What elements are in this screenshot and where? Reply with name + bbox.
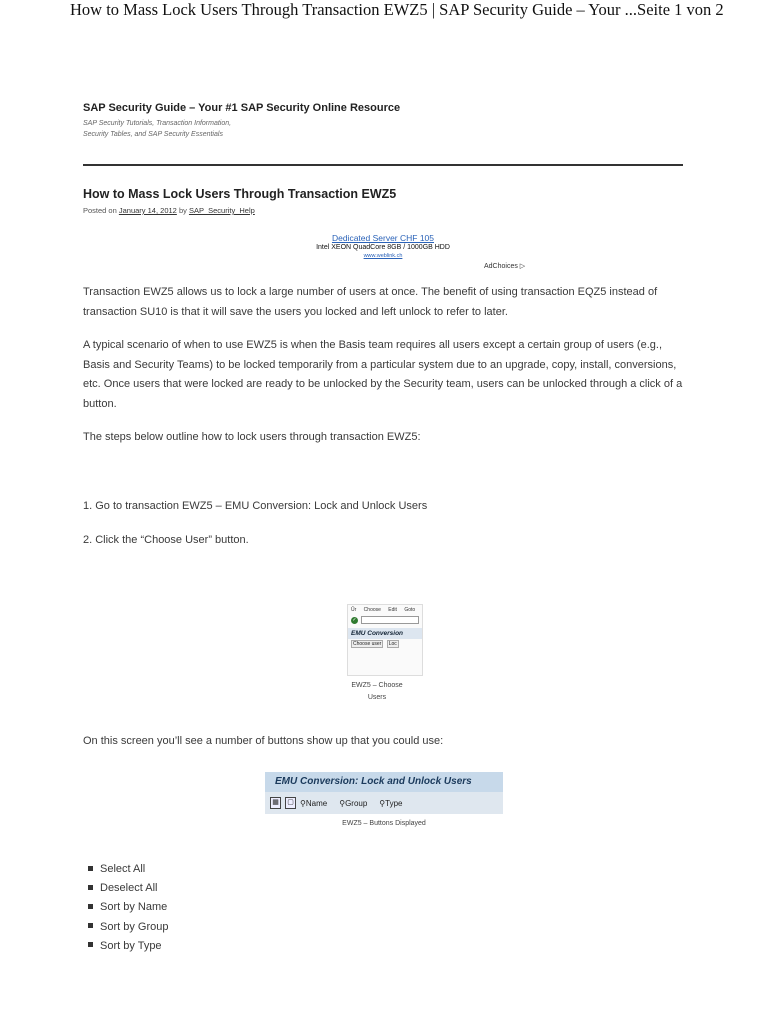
print-header-page: Seite 1 von 2: [637, 0, 724, 19]
caption-choose-user: EWZ5 – Choose Users: [351, 682, 403, 701]
list-item: Sort by Name: [88, 898, 168, 917]
sap-toolbar: [265, 792, 503, 814]
paragraph-intro: Transaction EWZ5 allows us to lock a large number of users at once. The benefit of using transaction EQZ5 instead of transaction SU10 is that it will save the users you locked and left unlock to refer to later.: [83, 286, 658, 318]
list-item: Sort by Group: [88, 918, 168, 937]
paragraph-steps-intro: The steps below outline how to lock users through transaction EWZ5:: [83, 431, 421, 443]
paragraph-scenario: A typical scenario of when to use EWZ5 is when the Basis team requires all users except a certain group of users (e.g., Basis and Security Teams) to be locked temporarily from a particular system due to an upgrade, copy, install, conversions, etc. Once users that were locked are ready to be unlocked by the Security team, users can be unlocked through a click of a button.: [83, 339, 683, 410]
ad-url-link[interactable]: www.weblink.ch: [363, 253, 403, 259]
choose-user-button: Choose user: [353, 641, 382, 647]
screenshot-choose-user: [347, 604, 422, 704]
paragraph-buttons: On this screen you’ll see a number of buttons show up that you could use:: [83, 735, 444, 747]
select-all-icon: ▦: [270, 797, 281, 809]
print-header-title: How to Mass Lock Users Through Transaction EWZ5 | SAP Security Guide – Your ...: [70, 0, 638, 19]
site-tagline: SAP Security Tutorials, Transaction Information, Security Tables, and SAP Security Essentials: [83, 120, 232, 138]
sap-screen-title: EMU Conversion: [348, 628, 422, 639]
bullet-icon: [88, 866, 93, 871]
post-meta: [83, 206, 255, 215]
site-header: [83, 102, 683, 140]
site-title[interactable]: SAP Security Guide – Your #1 SAP Security Online Resource: [83, 102, 401, 114]
check-icon: ✓: [352, 616, 357, 623]
sap-toolbar: [348, 639, 422, 649]
step-1: 1. Go to transaction EWZ5 – EMU Conversion: Lock and Unlock Users: [83, 500, 428, 512]
sap-menu-item: Choose: [363, 607, 381, 613]
sap-menu-bar: [348, 605, 422, 615]
sort-by-name-button: ⚲Name: [300, 798, 328, 808]
bullet-icon: [88, 942, 93, 947]
ad-description: Intel XEON QuadCore 8GB / 1000GB HDD: [316, 244, 450, 251]
print-header: [70, 0, 724, 20]
ad-title-link[interactable]: Dedicated Server CHF 105: [331, 233, 435, 243]
bullet-icon: [88, 904, 93, 909]
deselect-all-icon: ▢: [285, 797, 296, 809]
sap-screen-title: EMU Conversion: Lock and Unlock Users: [265, 772, 503, 792]
post-meta-by: by: [178, 206, 187, 215]
button-list: [88, 860, 168, 956]
command-input: [361, 616, 419, 624]
ad-choices-link[interactable]: AdChoices ▷: [484, 263, 526, 270]
bullet-icon: [88, 885, 93, 890]
sort-by-type-button: ⚲Type: [379, 798, 403, 808]
sap-menu-item: Edit: [388, 607, 397, 613]
screenshot-choose-user-image: [347, 604, 423, 676]
sort-by-group-button: ⚲Group: [339, 798, 368, 808]
caption-buttons: EWZ5 – Buttons Displayed: [342, 820, 426, 827]
post-meta-prefix: Posted on: [83, 206, 117, 215]
ad-block: [283, 233, 483, 259]
lock-button: Loc: [388, 641, 397, 647]
sap-menu-item: Ŭr: [351, 607, 357, 613]
sap-command-field: [348, 615, 422, 625]
header-divider: [83, 164, 683, 166]
sap-menu-item: Goto: [404, 607, 416, 613]
post-title[interactable]: How to Mass Lock Users Through Transaction EWZ5: [83, 187, 397, 201]
step-2: 2. Click the “Choose User” button.: [83, 534, 249, 546]
bullet-icon: [88, 923, 93, 928]
post-author-link[interactable]: SAP_Security_Help: [188, 206, 255, 215]
post-date-link[interactable]: January 14, 2012: [118, 206, 177, 215]
screenshot-buttons: [265, 772, 503, 827]
list-item: Deselect All: [88, 879, 168, 898]
list-item: Sort by Type: [88, 937, 168, 956]
list-item: Select All: [88, 860, 168, 879]
